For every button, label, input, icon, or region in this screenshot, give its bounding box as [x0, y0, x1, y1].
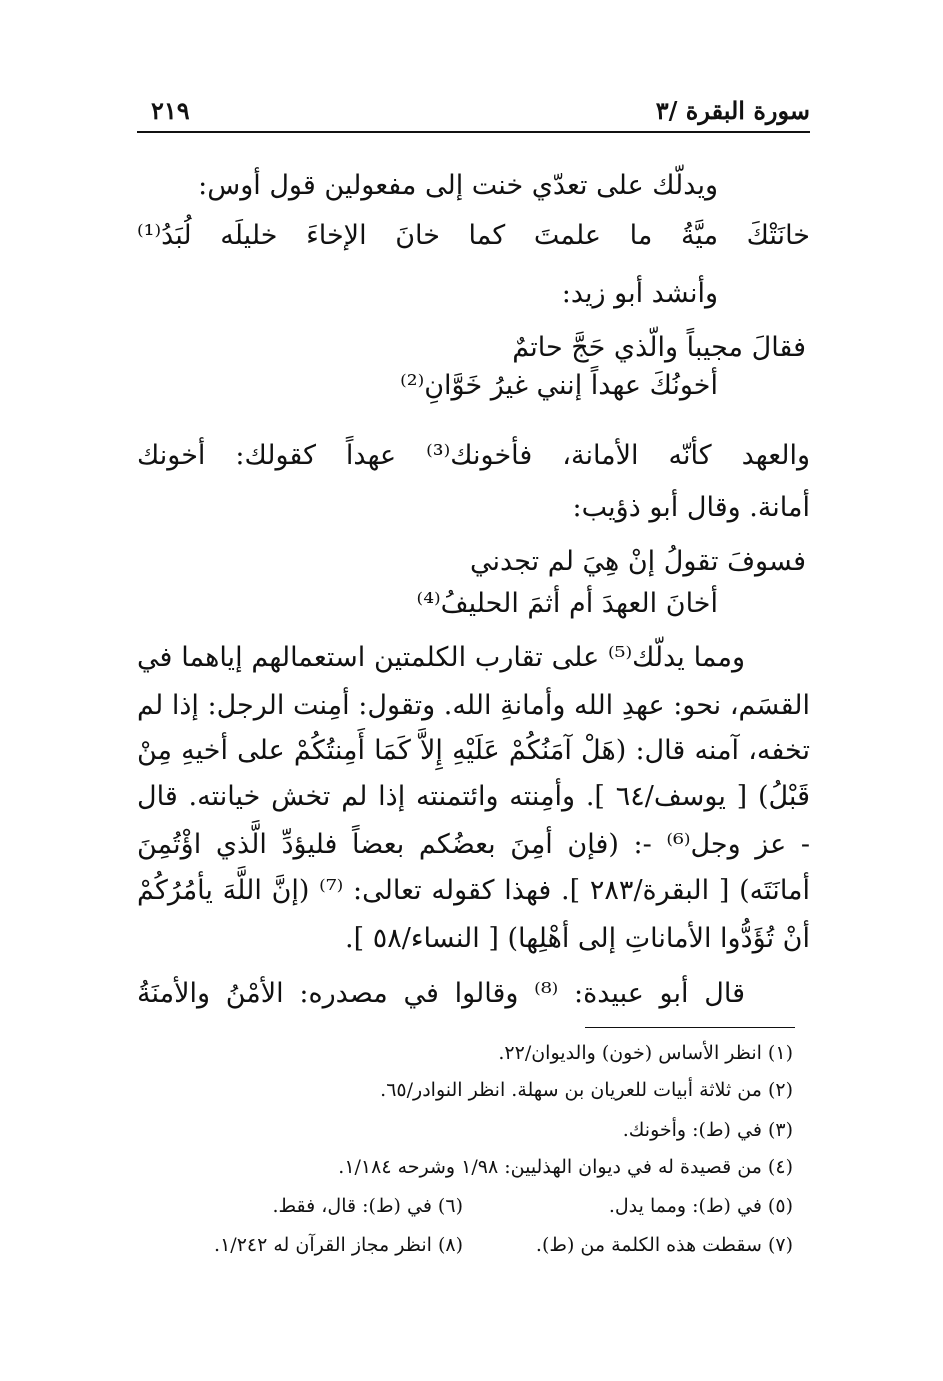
footnote-rule — [585, 1027, 795, 1028]
text-line: القسَم، نحو: عهدِ الله وأمانةِ الله. وتقول: أمِنت الرجل: إذا لم — [137, 690, 810, 721]
text-line: - عز وجل⁽⁶⁾ -: (فإن أمِنَ بعضُكم بعضاً فليؤدِّ الَّذي اؤْتُمِنَ — [137, 829, 810, 860]
verse-line: أخانَ العهدَ أم أثمَ الحليفُ⁽⁴⁾ — [416, 588, 718, 619]
text-line: قال أبو عبيدة: ⁽⁸⁾ وقالوا في مصدره: الأمْنُ والأمنَةُ — [137, 978, 745, 1009]
text-line: ومما يدلّك⁽⁵⁾ على تقارب الكلمتين استعمالهم إياهما في — [137, 642, 745, 673]
footnote: (٧) سقطت هذه الكلمة من (ط). — [535, 1234, 793, 1256]
verse-line: خانَتْكَ ميَّةُ ما علمتَ كما خانَ الإخاءَ خليلَه لُبَدُ⁽¹⁾ — [137, 220, 810, 251]
verse-line: أخونُكَ عهداً إنني غيرُ خَوَّانِ⁽²⁾ — [400, 370, 718, 401]
text-line: قَبْلُ) [ يوسف/٦٤ ]. وأمِنته وائتمنته إذا لم تخش خيانته. قال — [137, 781, 810, 812]
running-header — [137, 96, 810, 130]
page-number: ٢١٩ — [151, 96, 190, 125]
verse-line: فسوفَ تقولُ إنْ هِيَ لم تجدني — [470, 546, 806, 577]
text-line: وأنشد أبو زيد: — [561, 278, 718, 309]
footnote: (٨) انظر مجاز القرآن له ١/٢٤٢. — [214, 1234, 463, 1256]
text-line: تخفه، آمنه قال: (هَلْ آمَنُكُمْ عَلَيْهِ إِلاَّ كَمَا أَمِنتُكُمْ على أخيهِ مِنْ — [137, 735, 810, 766]
header-rule — [137, 131, 810, 133]
running-header-title: سورة البقرة /٣ — [655, 96, 810, 125]
footnote: (٢) من ثلاثة أبيات للعريان بن سهلة. انظر النوادر/٦٥. — [380, 1079, 793, 1101]
text-line: ويدلّك على تعدّي خنت إلى مفعولين قول أوس: — [198, 170, 718, 201]
verse-line: فقالَ مجيباً والّذي حَجَّ حاتمٌ — [512, 332, 806, 363]
footnote: (٥) في (ط): ومما يدل. — [608, 1195, 793, 1217]
footnote: (٤) من قصيدة له في ديوان الهذليين: ١/٩٨ وشرحه ١/١٨٤. — [338, 1156, 793, 1178]
text-line: أمانَتَه) [ البقرة/٢٨٣ ]. فهذا كقوله تعالى: ⁽⁷⁾ (إنَّ اللَّهَ يأمُرُكُمْ — [137, 875, 811, 906]
text-line: أنْ تُؤَدُّوا الأماناتِ إلى أهْلِها) [ النساء/٥٨ ]. — [345, 923, 810, 954]
footnote: (٣) في (ط): وأخونك. — [622, 1119, 793, 1141]
text-line: أمانة. وقال أبو ذؤيب: — [572, 492, 810, 523]
footnote: (٦) في (ط): قال، فقط. — [272, 1195, 463, 1217]
footnote: (١) انظر الأساس (خون) والديوان/٢٢. — [498, 1042, 793, 1064]
text-line: والعهد كأنّه الأمانة، فأخونك⁽³⁾ عهداً كقولك: أخونك — [137, 440, 810, 471]
